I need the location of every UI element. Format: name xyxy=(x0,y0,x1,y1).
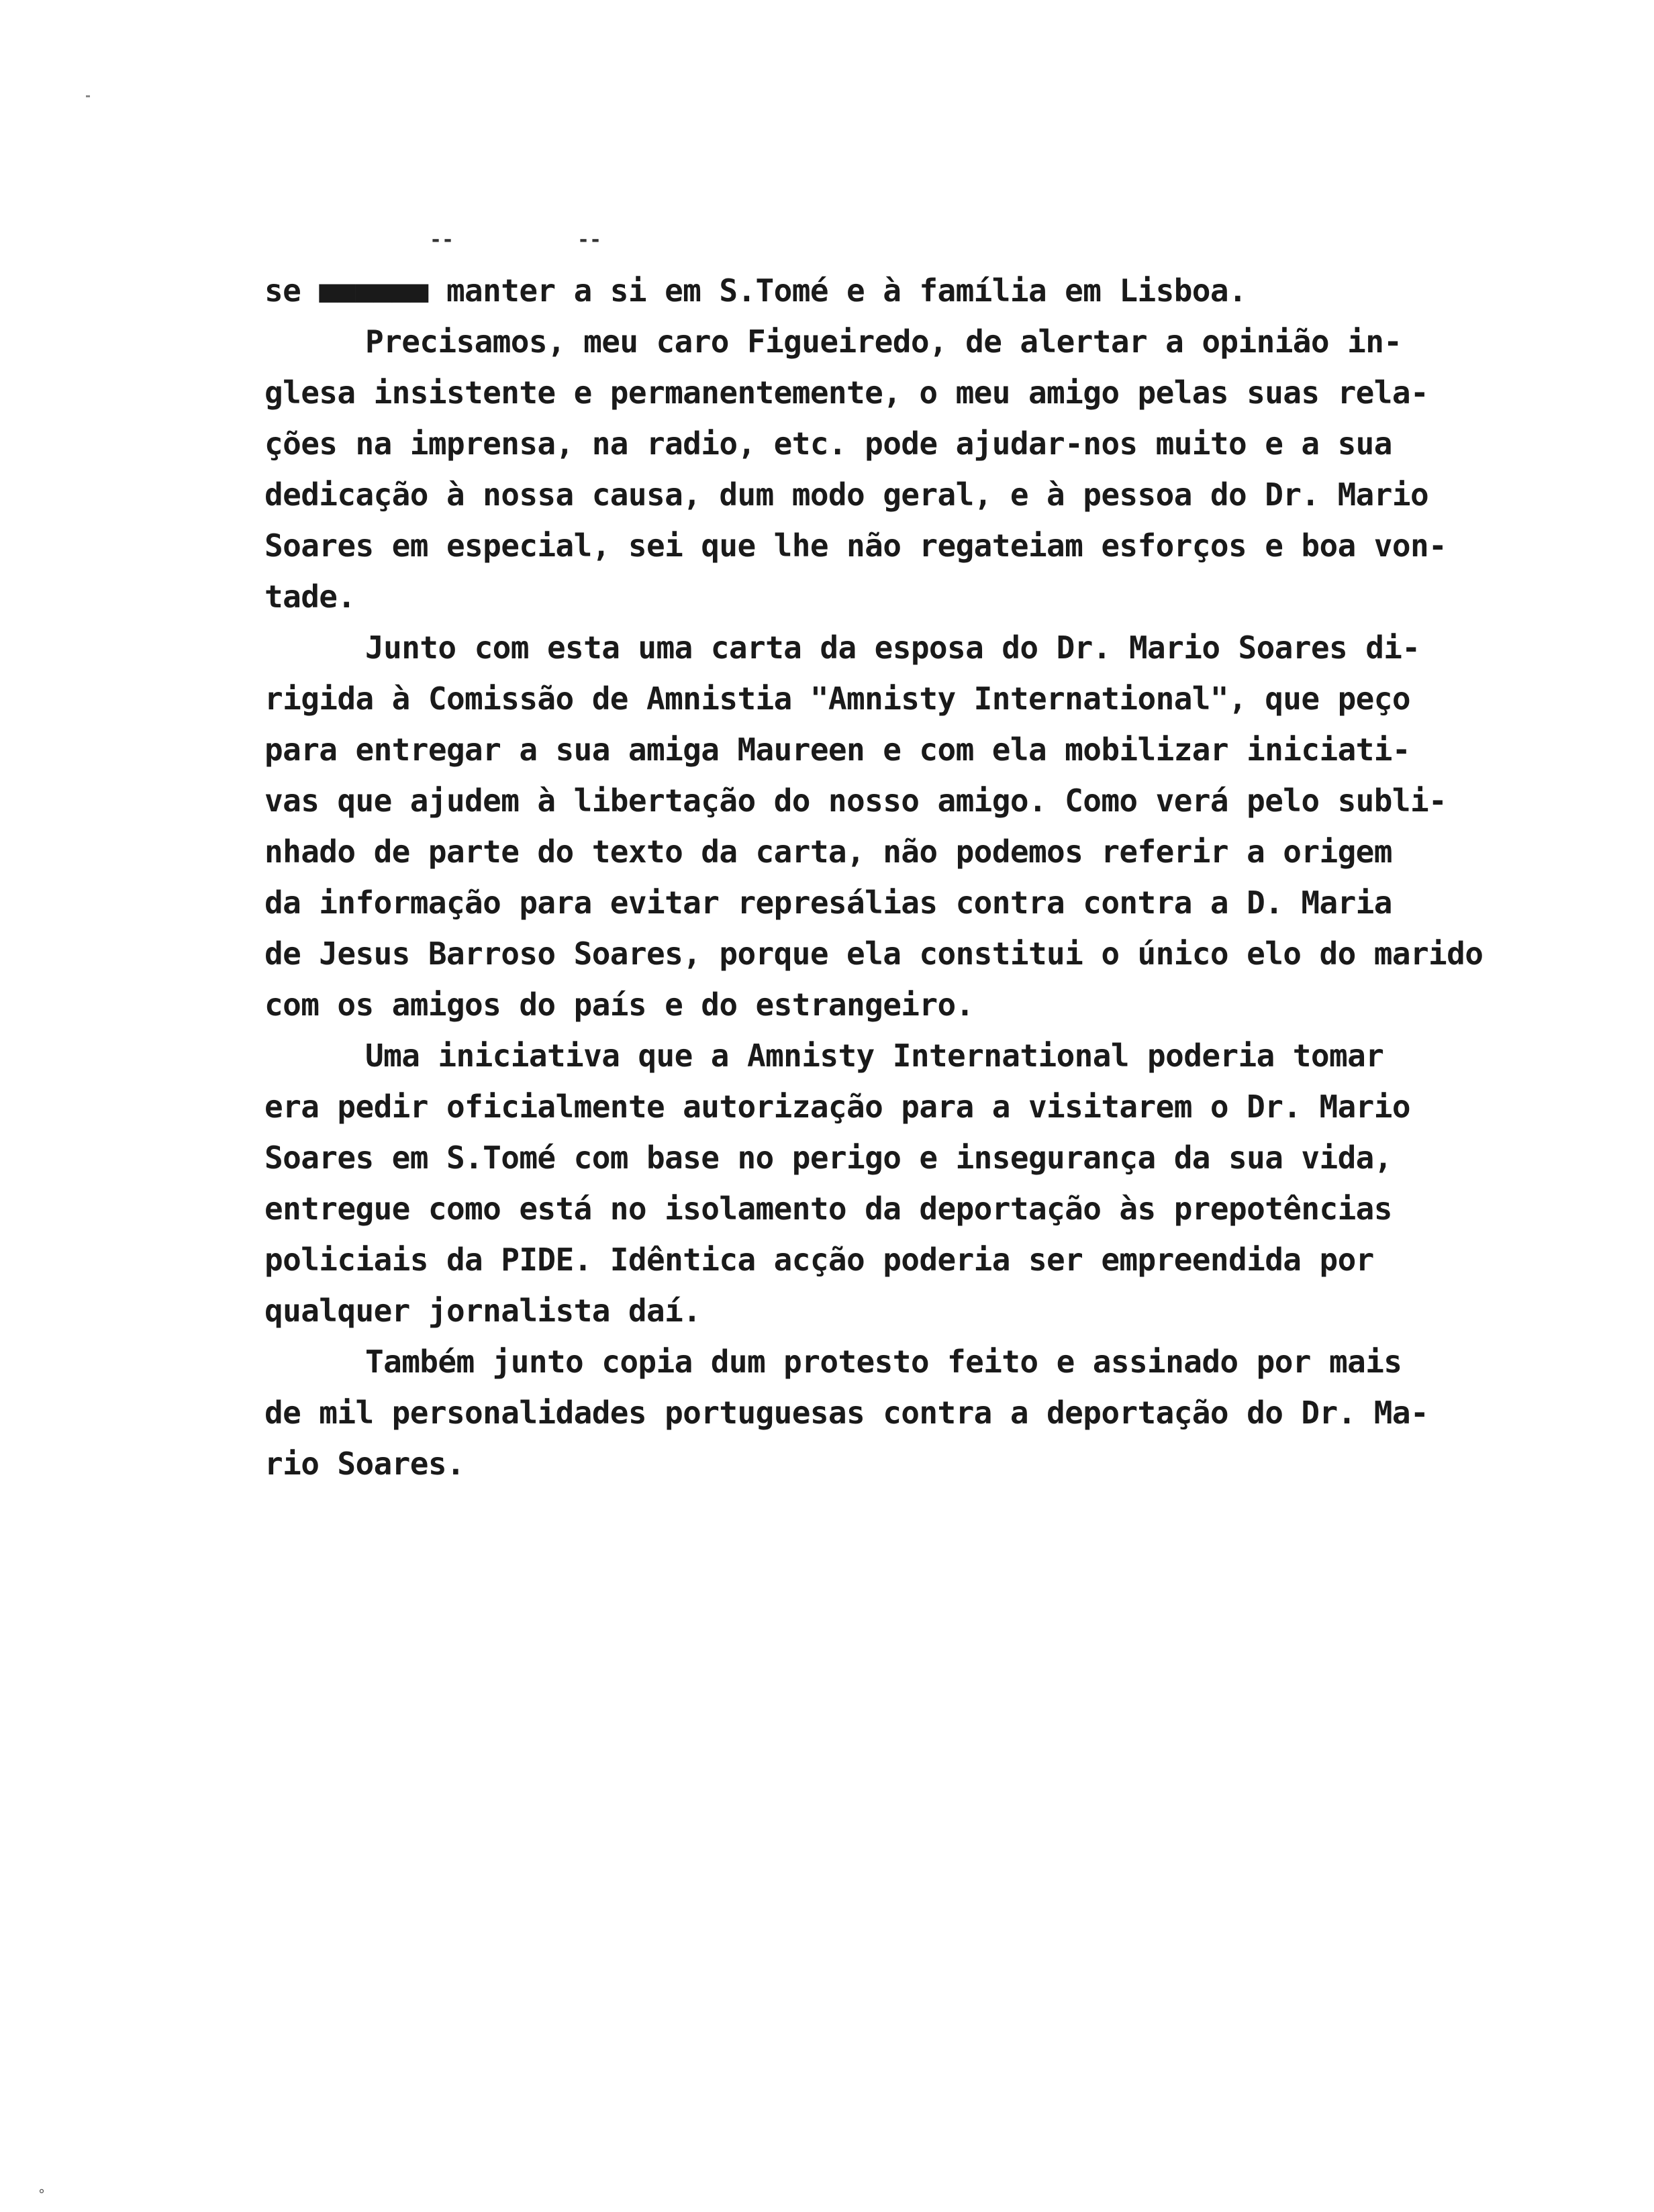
letter-body xyxy=(264,265,1607,1489)
text-line: rio Soares. xyxy=(264,1446,465,1482)
scan-dash: -- xyxy=(430,228,454,252)
text-line: de mil personalidades portuguesas contra a deportação do Dr. Ma- xyxy=(264,1395,1429,1431)
text-line: com os amigos do país e do estrangeiro. xyxy=(264,987,974,1023)
text-line: glesa insistente e permanentemente, o meu amigo pelas suas rela- xyxy=(264,374,1429,411)
text-line: rigida à Comissão de Amnistia "Amnisty International", que peço xyxy=(264,681,1410,717)
text-line: Junto com esta uma carta da esposa do Dr. Mario Soares di- xyxy=(365,630,1420,666)
text-line: era pedir oficialmente autorização para a visitarem o Dr. Mario xyxy=(264,1089,1410,1125)
text-line: da informação para evitar represálias contra contra a D. Maria xyxy=(264,885,1392,921)
text-line: policiais da PIDE. Idêntica acção poderia ser empreendida por xyxy=(264,1242,1374,1278)
text-line: Soares em S.Tomé com base no perigo e insegurança da sua vida, xyxy=(264,1140,1392,1176)
text-line: Também junto copia dum protesto feito e assinado por mais xyxy=(365,1344,1402,1380)
text-line: de Jesus Barroso Soares, porque ela constitui o único elo do marido xyxy=(264,936,1483,972)
text-line: tade. xyxy=(264,579,356,615)
text-line: entregue como está no isolamento da deportação às prepotências xyxy=(264,1191,1392,1227)
text-line: se ■■■■■■ manter a si em S.Tomé e à família em Lisboa. xyxy=(264,272,1247,309)
text-line: Precisamos, meu caro Figueiredo, de alertar a opinião in- xyxy=(365,323,1402,360)
text-line: qualquer jornalista daí. xyxy=(264,1293,701,1329)
scan-speck xyxy=(86,95,90,97)
text-line: para entregar a sua amiga Maureen e com ela mobilizar iniciati- xyxy=(264,732,1410,768)
scan-dash: -- xyxy=(577,228,602,252)
text-line: ções na imprensa, na radio, etc. pode ajudar-nos muito e a sua xyxy=(264,425,1392,462)
scan-mark: ° xyxy=(38,2186,46,2203)
text-line: nhado de parte do texto da carta, não podemos referir a origem xyxy=(264,834,1392,870)
text-line: dedicação à nossa causa, dum modo geral, e à pessoa do Dr. Mario xyxy=(264,476,1429,513)
text-line: vas que ajudem à libertação do nosso amigo. Como verá pelo subli- xyxy=(264,783,1447,819)
text-line: Uma iniciativa que a Amnisty International poderia tomar xyxy=(365,1038,1384,1074)
text-line: Soares em especial, sei que lhe não regateiam esforços e boa von- xyxy=(264,527,1447,564)
